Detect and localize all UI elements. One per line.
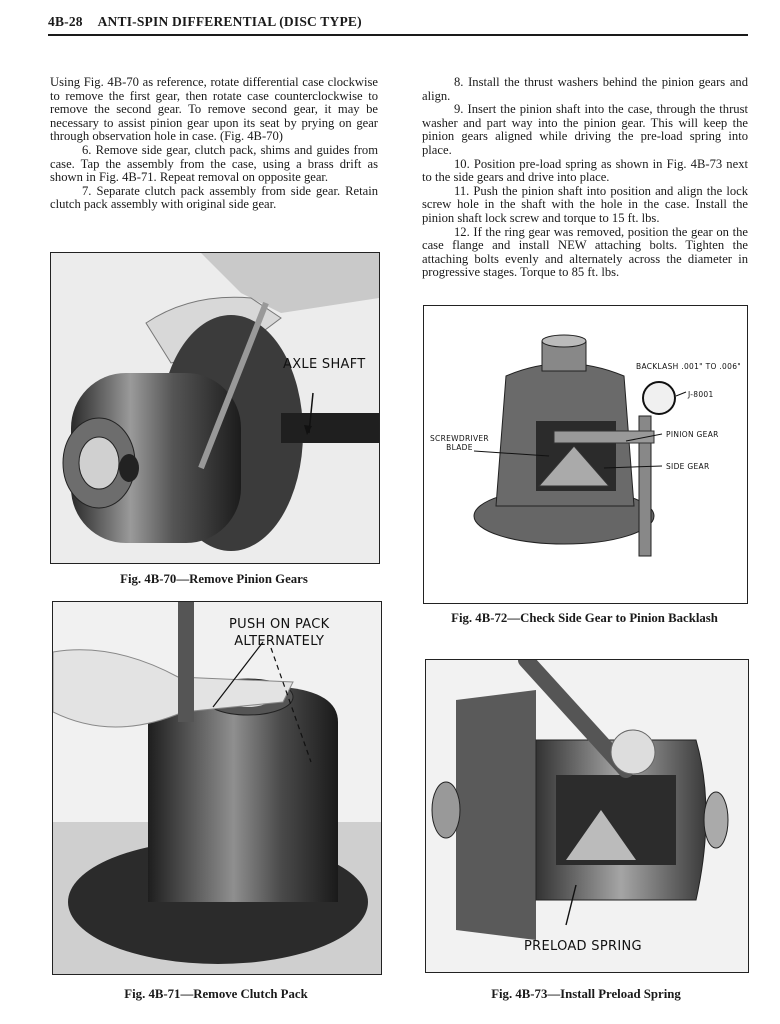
callout-backlash-spec: BACKLASH .001" TO .006": [636, 362, 742, 371]
header-rule: [48, 34, 748, 36]
figure-4b-72-caption: Fig. 4B-72—Check Side Gear to Pinion Backlash: [451, 611, 718, 625]
step-8: 8. Install the thrust washers behind the pinion gears and align.: [422, 75, 748, 103]
step-9: 9. Insert the pinion shaft into the case, through the thrust washer and part way into the pinion gear. This will keep the pinion gears aligned while driving the pre-load spring into place.: [422, 102, 748, 157]
callout-side-gear: SIDE GEAR: [666, 462, 710, 471]
figure-4b-70-photo: [50, 252, 380, 564]
figure-4b-72-photo: [423, 305, 748, 604]
backlash-check-illustration: [424, 306, 747, 603]
callout-screwdriver-blade: [430, 434, 489, 452]
callout-preload-spring: PRELOAD SPRING: [524, 939, 642, 954]
callout-line-2: BLADE: [446, 443, 473, 452]
figure-4b-70-caption: Fig. 4B-70—Remove Pinion Gears: [120, 572, 308, 586]
callout-push-on-pack-alternately: [229, 616, 329, 650]
page-header: [48, 14, 748, 30]
callout-line-2: ALTERNATELY: [234, 634, 325, 649]
callout-line-1: SCREWDRIVER: [430, 434, 489, 443]
preload-spring-illustration: [426, 660, 748, 972]
figure-4b-73-caption: Fig. 4B-73—Install Preload Spring: [491, 987, 681, 1001]
right-text-column: [422, 76, 748, 280]
section-title: ANTI-SPIN DIFFERENTIAL (DISC TYPE): [97, 14, 362, 29]
figure-4b-71-photo: [52, 601, 382, 975]
step-10: 10. Position pre-load spring as shown in Fig. 4B-73 next to the side gears and drive into place.: [422, 156, 748, 185]
callout-pinion-gear: PINION GEAR: [666, 430, 719, 439]
callout-line-1: PUSH ON PACK: [229, 617, 330, 632]
paragraph: Using Fig. 4B-70 as reference, rotate differential case clockwise to remove the first gear, then rotate case counterclockwise to remove the second gear. To remove second gear, it may be necessary to assist pinion gear upon its seat by prying on gear through observation hole in case. (Fig. 4B-70): [50, 75, 378, 144]
figure-4b-71-caption: Fig. 4B-71—Remove Clutch Pack: [124, 987, 308, 1001]
differential-case-photo-illustration: [51, 253, 379, 563]
step-11: 11. Push the pinion shaft into position and align the lock screw hole in the shaft with the hole in the case. Install the pinion shaft lock screw and torque to 15 ft. lbs.: [422, 183, 748, 225]
figure-4b-73-photo: [425, 659, 749, 973]
callout-axle-shaft: AXLE SHAFT: [283, 357, 366, 372]
left-text-column: [50, 76, 378, 212]
step-7: 7. Separate clutch pack assembly from side gear. Retain clutch pack assembly with original side gear.: [50, 183, 378, 212]
step-12: 12. If the ring gear was removed, position the gear on the case flange and install NEW attaching bolts. Tighten the attaching bolts evenly and alternately across the diameter in progressive stages. Torque to 85 ft. lbs.: [422, 224, 748, 280]
step-6: 6. Remove side gear, clutch pack, shims and guides from case. Tap the assembly from the case, using a brass drift as shown in Fig. 4B-71. Repeat removal on opposite gear.: [50, 142, 378, 185]
page-number: 4B-28: [48, 14, 83, 29]
callout-j-8001-tool: J-8001: [688, 390, 714, 399]
clutch-pack-photo-illustration: [53, 602, 381, 974]
